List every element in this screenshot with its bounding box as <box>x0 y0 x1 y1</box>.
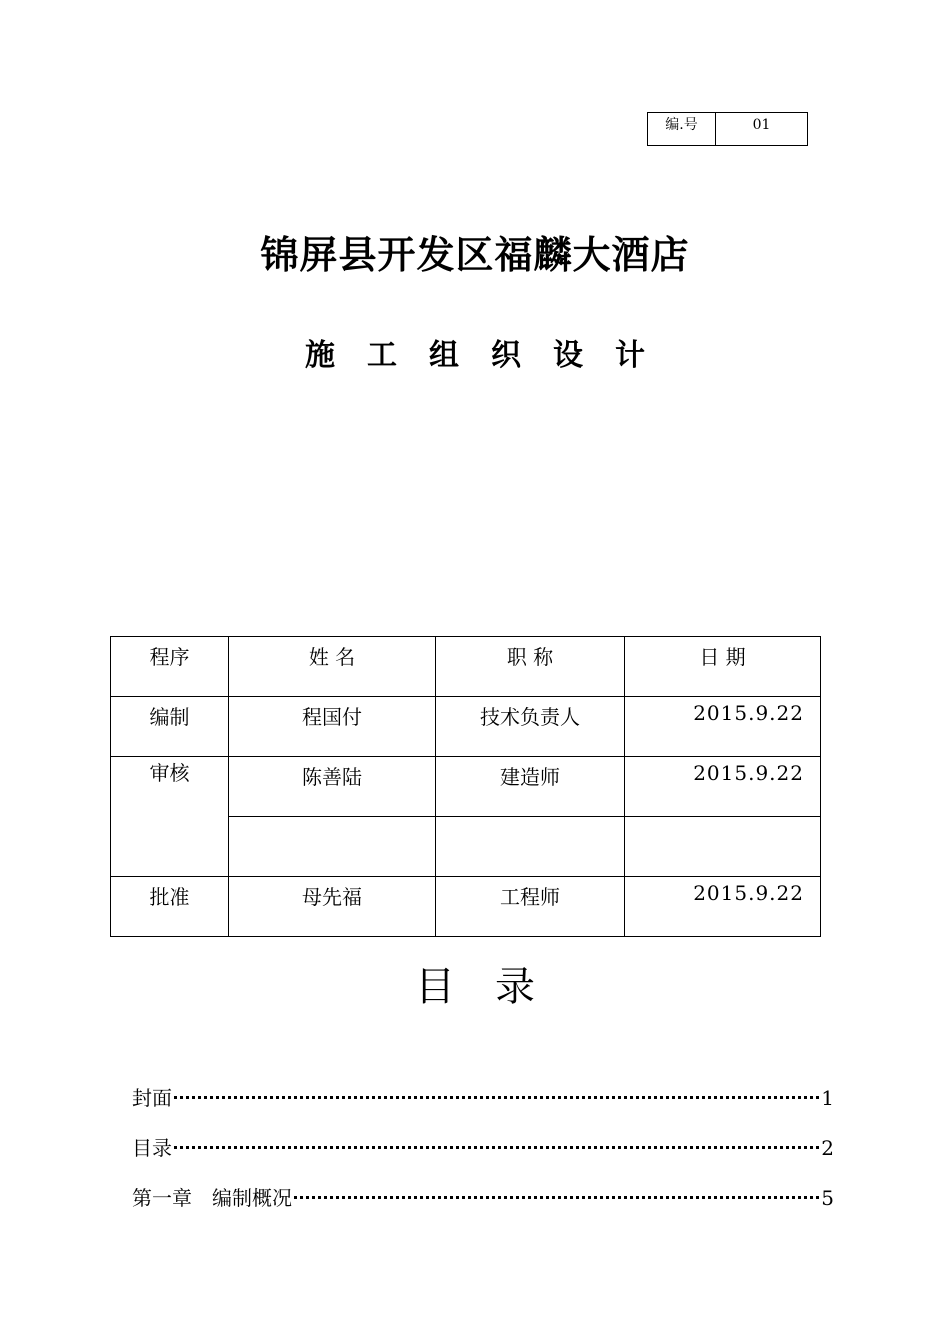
cell-name <box>229 817 436 877</box>
toc-entry-page: 2 <box>821 1136 834 1160</box>
header-step: 程序 <box>111 637 229 697</box>
toc-entry[interactable] <box>132 1182 834 1232</box>
header-date: 日 期 <box>625 637 821 697</box>
cell-date: 2015.9.22 <box>625 757 821 817</box>
toc-entry-page: 5 <box>821 1186 834 1210</box>
cell-date: 2015.9.22 <box>625 697 821 757</box>
header-role: 职 称 <box>436 637 625 697</box>
document-title: 锦屏县开发区福麟大酒店 <box>260 233 690 277</box>
table-of-contents <box>132 1082 834 1232</box>
toc-entry[interactable] <box>132 1082 834 1132</box>
toc-entry[interactable] <box>132 1132 834 1182</box>
cell-name: 程国付 <box>229 697 436 757</box>
header-name: 姓 名 <box>229 637 436 697</box>
toc-leader-dots <box>174 1096 819 1099</box>
approval-table <box>110 636 821 937</box>
cell-name: 陈善陆 <box>229 757 436 817</box>
toc-leader-dots <box>294 1196 819 1199</box>
toc-entry-label: 封面 <box>132 1086 172 1110</box>
table-row <box>111 697 821 757</box>
cell-role: 建造师 <box>436 757 625 817</box>
document-code-label: 编.号 <box>648 113 716 145</box>
toc-leader-dots <box>174 1146 819 1149</box>
document-code-value: 01 <box>752 117 771 133</box>
cell-name: 母先福 <box>229 877 436 937</box>
table-row <box>111 757 821 817</box>
cell-date: 2015.9.22 <box>625 877 821 937</box>
cell-role: 工程师 <box>436 877 625 937</box>
toc-entry-label: 目录 <box>132 1136 172 1160</box>
document-code-box <box>647 112 808 146</box>
table-row <box>111 877 821 937</box>
cell-step: 编制 <box>111 697 229 757</box>
toc-entry-page: 1 <box>821 1086 834 1110</box>
table-header-row <box>111 637 821 697</box>
cell-step: 审核 <box>111 757 229 877</box>
toc-entry-label: 第一章 编制概况 <box>132 1186 292 1210</box>
toc-title: 目录 <box>415 964 575 1010</box>
cell-step: 批准 <box>111 877 229 937</box>
cell-date <box>625 817 821 877</box>
cell-role <box>436 817 625 877</box>
document-subtitle: 施工组织设计 <box>305 338 677 373</box>
cell-role: 技术负责人 <box>436 697 625 757</box>
